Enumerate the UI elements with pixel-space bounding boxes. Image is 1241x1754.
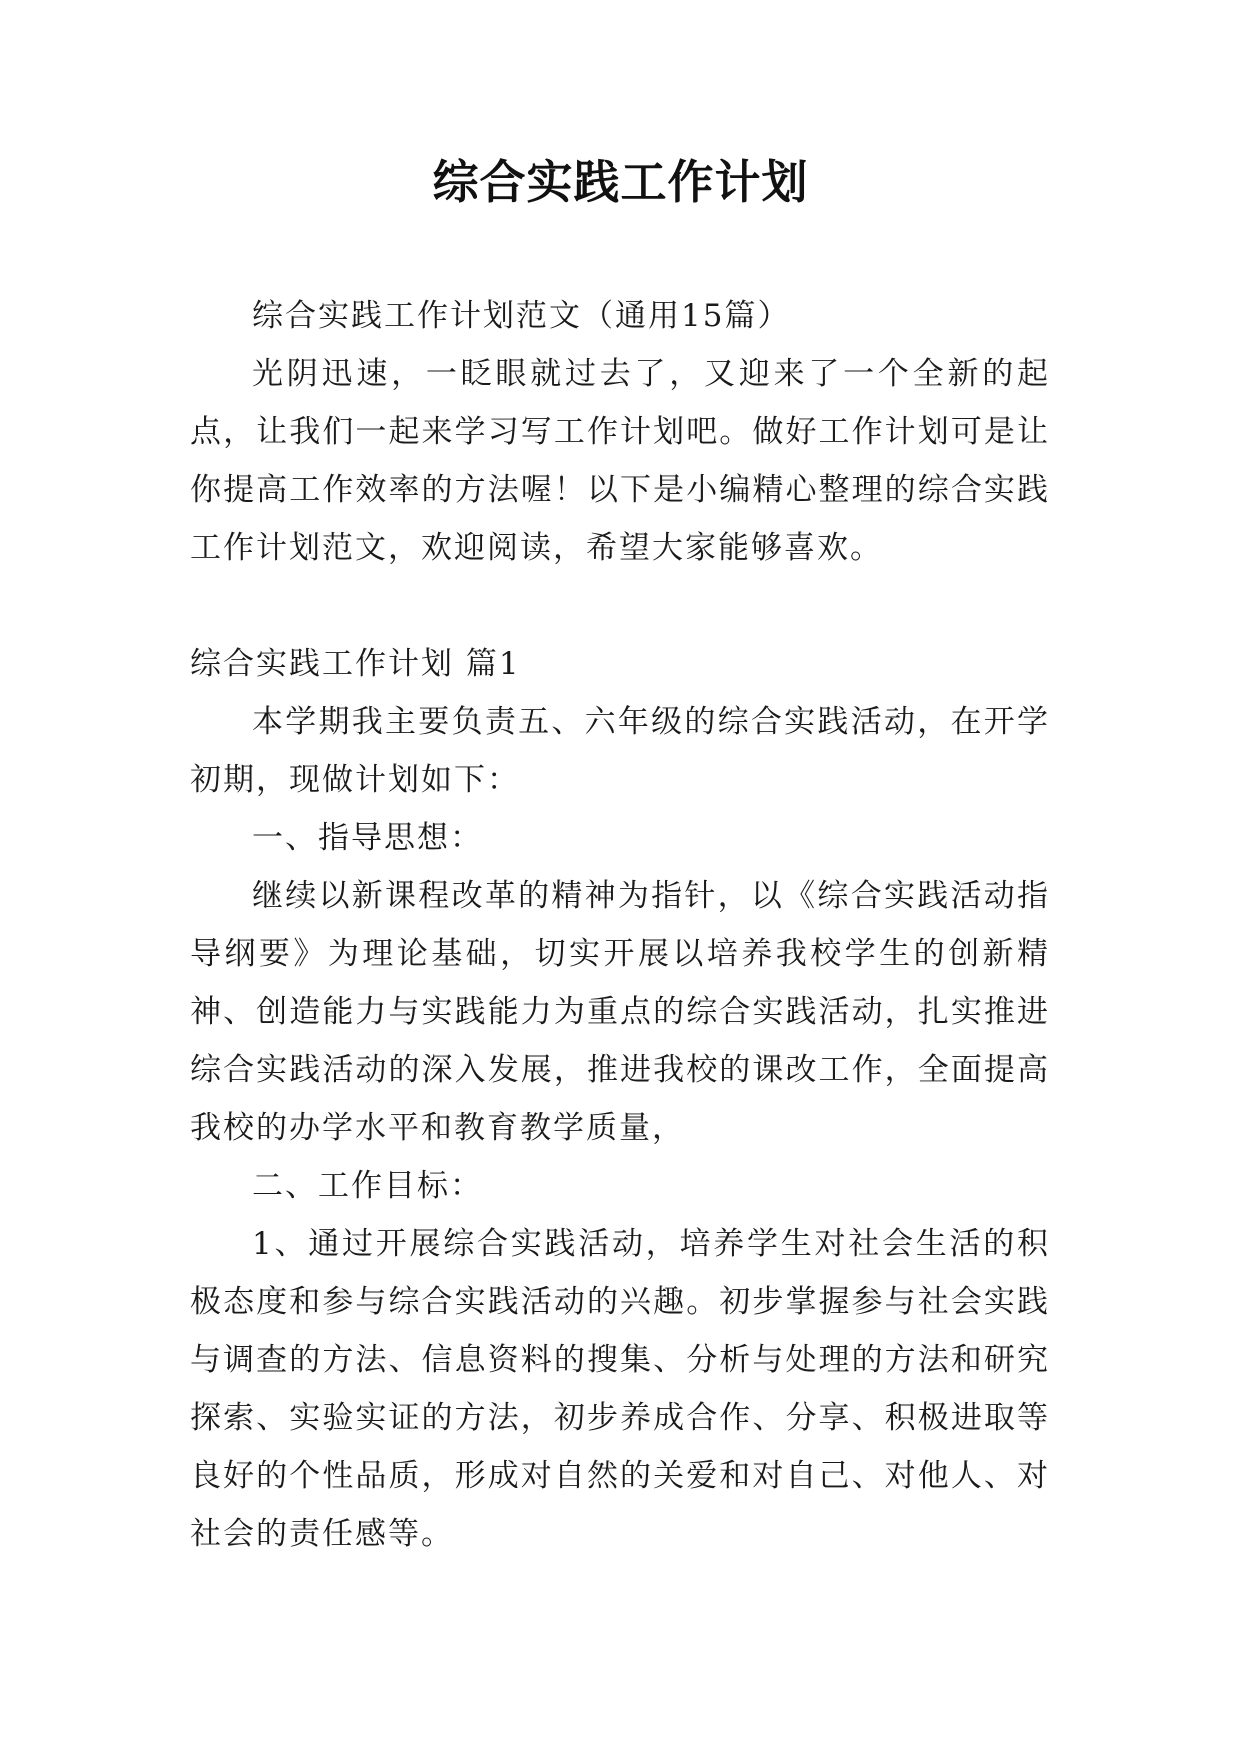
document-subtitle: 综合实践工作计划范文（通用15篇） bbox=[252, 298, 791, 334]
intro-paragraph: 光阴迅速，一眨眼就过去了，又迎来了一个全新的起点，让我们一起来学习写工作计划吧。做好工作计划可是让你提高工作效率的方法喔！以下是小编精心整理的综合实践工作计划范文，欢迎阅读，希望大家能够喜欢。 bbox=[190, 356, 1050, 566]
document-title: 综合实践工作计划 bbox=[432, 155, 809, 209]
document-body bbox=[190, 287, 1050, 1563]
heading-guiding-ideology: 一、指导思想： bbox=[252, 820, 483, 856]
body-paragraph: 1、通过开展综合实践活动，培养学生对社会生活的积极态度和参与综合实践活动的兴趣。初步掌握参与社会实践与调查的方法、信息资料的搜集、分析与处理的方法和研究探索、实验实证的方法，初步养成合作、分享、积极进取等良好的个性品质，形成对自然的关爱和对自己、对他人、对社会的责任感等。 bbox=[190, 1226, 1050, 1552]
heading-work-goals: 二、工作目标： bbox=[252, 1168, 483, 1204]
section-heading: 综合实践工作计划 篇1 bbox=[190, 646, 521, 682]
spacer bbox=[190, 577, 1050, 635]
body-paragraph: 本学期我主要负责五、六年级的综合实践活动，在开学初期，现做计划如下： bbox=[190, 704, 1050, 798]
body-paragraph: 继续以新课程改革的精神为指针，以《综合实践活动指导纲要》为理论基础，切实开展以培养我校学生的创新精神、创造能力与实践能力为重点的综合实践活动，扎实推进综合实践活动的深入发展，推进我校的课改工作，全面提高我校的办学水平和教育教学质量， bbox=[190, 878, 1050, 1146]
